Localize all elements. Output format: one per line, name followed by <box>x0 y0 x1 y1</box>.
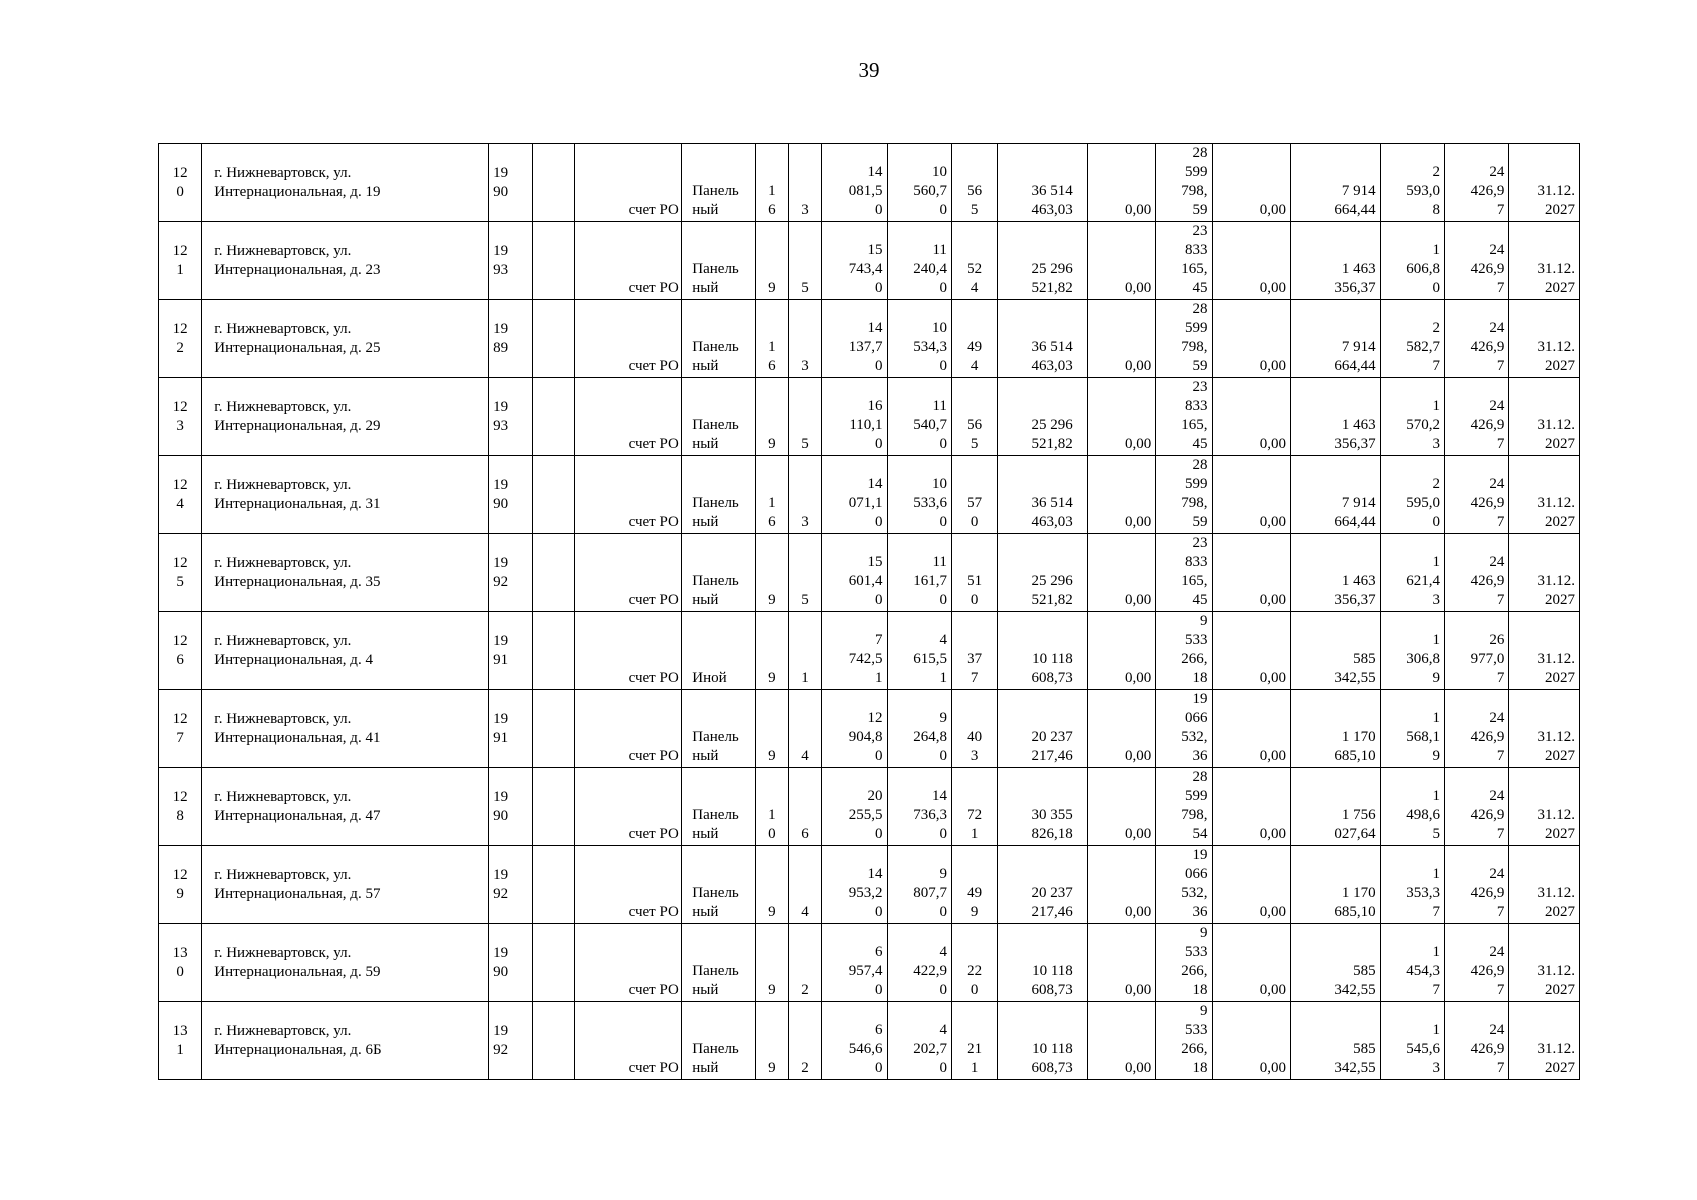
cell-cost-col2: 0,00 <box>1087 222 1155 300</box>
cell-year: 19 90 <box>489 924 533 1002</box>
cell-material: Панель ный <box>682 846 755 924</box>
cell-area-total: 20 255,5 0 <box>822 768 887 846</box>
cell-address: г. Нижневартовск, ул. Интернациональная, д. 41 <box>202 690 489 768</box>
cell-cost-col5: 1 170 685,10 <box>1291 690 1381 768</box>
cell-cost-col5: 585 342,55 <box>1291 1002 1381 1080</box>
cell-unit-cost: 1 568,1 9 <box>1380 690 1444 768</box>
cell-area-living: 4 615,5 1 <box>887 612 951 690</box>
cell-deadline: 31.12. 2027 <box>1509 690 1580 768</box>
table-row <box>159 534 1580 612</box>
cell-row-number: 13 1 <box>159 1002 202 1080</box>
cell-deadline: 31.12. 2027 <box>1509 1002 1580 1080</box>
cell-entrances: 6 <box>788 768 821 846</box>
cell-unit-cost: 2 593,0 8 <box>1380 144 1444 222</box>
cell-address: г. Нижневартовск, ул. Интернациональная, д. 25 <box>202 300 489 378</box>
cell-cost-col2: 0,00 <box>1087 300 1155 378</box>
cell-cost-col4: 0,00 <box>1212 456 1290 534</box>
cell-cost-col2: 0,00 <box>1087 768 1155 846</box>
table-row <box>159 690 1580 768</box>
cell-fund: счет РО <box>574 924 682 1002</box>
cell-area-living: 10 560,7 0 <box>887 144 951 222</box>
cell-row-number: 13 0 <box>159 924 202 1002</box>
cell-deadline: 31.12. 2027 <box>1509 768 1580 846</box>
cell-cost-col2: 0,00 <box>1087 378 1155 456</box>
cell-blank <box>533 456 574 534</box>
cell-address: г. Нижневартовск, ул. Интернациональная, д. 35 <box>202 534 489 612</box>
cell-deadline: 31.12. 2027 <box>1509 144 1580 222</box>
cell-floors: 1 6 <box>755 456 788 534</box>
cell-max-cost: 24 426,9 7 <box>1445 846 1509 924</box>
cell-floors: 9 <box>755 378 788 456</box>
cell-area-total: 6 957,4 0 <box>822 924 887 1002</box>
cell-year: 19 90 <box>489 456 533 534</box>
cell-cost-col4: 0,00 <box>1212 612 1290 690</box>
cell-material: Панель ный <box>682 768 755 846</box>
cell-material: Панель ный <box>682 378 755 456</box>
cell-cost-total: 10 118 608,73 <box>998 1002 1088 1080</box>
table-row <box>159 1002 1580 1080</box>
cell-cost-col3: 28 599 798, 59 <box>1156 144 1212 222</box>
cell-cost-total: 20 237 217,46 <box>998 690 1088 768</box>
cell-cost-col2: 0,00 <box>1087 846 1155 924</box>
cell-year: 19 91 <box>489 612 533 690</box>
cell-residents: 22 0 <box>951 924 997 1002</box>
cell-floors: 1 6 <box>755 144 788 222</box>
cell-cost-total: 10 118 608,73 <box>998 924 1088 1002</box>
cell-blank <box>533 612 574 690</box>
cell-residents: 21 1 <box>951 1002 997 1080</box>
cell-area-living: 4 202,7 0 <box>887 1002 951 1080</box>
cell-entrances: 1 <box>788 612 821 690</box>
cell-cost-total: 25 296 521,82 <box>998 534 1088 612</box>
cell-material: Панель ный <box>682 924 755 1002</box>
cell-area-total: 14 071,1 0 <box>822 456 887 534</box>
cell-entrances: 5 <box>788 534 821 612</box>
table-body <box>159 144 1580 1080</box>
cell-fund: счет РО <box>574 768 682 846</box>
cell-area-living: 11 161,7 0 <box>887 534 951 612</box>
cell-unit-cost: 1 545,6 3 <box>1380 1002 1444 1080</box>
cell-blank <box>533 222 574 300</box>
cell-fund: счет РО <box>574 846 682 924</box>
cell-floors: 9 <box>755 1002 788 1080</box>
cell-material: Панель ный <box>682 456 755 534</box>
cell-material: Панель ный <box>682 1002 755 1080</box>
cell-address: г. Нижневартовск, ул. Интернациональная, д. 47 <box>202 768 489 846</box>
cell-cost-col4: 0,00 <box>1212 924 1290 1002</box>
cell-address: г. Нижневартовск, ул. Интернациональная, д. 31 <box>202 456 489 534</box>
table-row <box>159 768 1580 846</box>
cell-blank <box>533 144 574 222</box>
cell-cost-col2: 0,00 <box>1087 144 1155 222</box>
cell-max-cost: 24 426,9 7 <box>1445 1002 1509 1080</box>
cell-cost-col3: 9 533 266, 18 <box>1156 1002 1212 1080</box>
cell-residents: 57 0 <box>951 456 997 534</box>
cell-material: Панель ный <box>682 222 755 300</box>
cell-row-number: 12 1 <box>159 222 202 300</box>
cell-floors: 1 6 <box>755 300 788 378</box>
cell-floors: 9 <box>755 612 788 690</box>
cell-fund: счет РО <box>574 144 682 222</box>
cell-area-total: 14 081,5 0 <box>822 144 887 222</box>
cell-deadline: 31.12. 2027 <box>1509 534 1580 612</box>
page-number: 39 <box>858 58 880 82</box>
cell-cost-total: 20 237 217,46 <box>998 846 1088 924</box>
cell-blank <box>533 300 574 378</box>
cell-cost-col2: 0,00 <box>1087 924 1155 1002</box>
cell-residents: 56 5 <box>951 144 997 222</box>
cell-area-living: 10 533,6 0 <box>887 456 951 534</box>
cell-address: г. Нижневартовск, ул. Интернациональная, д. 6Б <box>202 1002 489 1080</box>
cell-year: 19 92 <box>489 1002 533 1080</box>
cell-entrances: 2 <box>788 1002 821 1080</box>
cell-cost-col4: 0,00 <box>1212 378 1290 456</box>
cell-cost-col5: 1 463 356,37 <box>1291 222 1381 300</box>
cell-fund: счет РО <box>574 534 682 612</box>
cell-row-number: 12 8 <box>159 768 202 846</box>
cell-address: г. Нижневартовск, ул. Интернациональная, д. 59 <box>202 924 489 1002</box>
cell-year: 19 93 <box>489 378 533 456</box>
cell-cost-total: 36 514 463,03 <box>998 144 1088 222</box>
cell-floors: 9 <box>755 846 788 924</box>
cell-entrances: 3 <box>788 300 821 378</box>
cell-area-living: 14 736,3 0 <box>887 768 951 846</box>
cell-entrances: 3 <box>788 456 821 534</box>
cell-area-total: 15 743,4 0 <box>822 222 887 300</box>
cell-cost-total: 36 514 463,03 <box>998 300 1088 378</box>
table-row <box>159 300 1580 378</box>
cell-material: Иной <box>682 612 755 690</box>
cell-cost-col5: 1 463 356,37 <box>1291 534 1381 612</box>
cell-blank <box>533 1002 574 1080</box>
cell-max-cost: 24 426,9 7 <box>1445 768 1509 846</box>
cell-material: Панель ный <box>682 300 755 378</box>
cell-area-living: 9 807,7 0 <box>887 846 951 924</box>
cell-cost-col2: 0,00 <box>1087 456 1155 534</box>
cell-cost-col5: 1 170 685,10 <box>1291 846 1381 924</box>
cell-deadline: 31.12. 2027 <box>1509 378 1580 456</box>
cell-floors: 1 0 <box>755 768 788 846</box>
cell-cost-total: 36 514 463,03 <box>998 456 1088 534</box>
cell-blank <box>533 378 574 456</box>
cell-fund: счет РО <box>574 378 682 456</box>
cell-cost-col5: 1 756 027,64 <box>1291 768 1381 846</box>
cell-cost-col4: 0,00 <box>1212 846 1290 924</box>
cell-max-cost: 24 426,9 7 <box>1445 144 1509 222</box>
cell-blank <box>533 924 574 1002</box>
cell-cost-col3: 28 599 798, 54 <box>1156 768 1212 846</box>
cell-max-cost: 24 426,9 7 <box>1445 690 1509 768</box>
cell-unit-cost: 2 582,7 7 <box>1380 300 1444 378</box>
cell-fund: счет РО <box>574 1002 682 1080</box>
cell-max-cost: 26 977,0 7 <box>1445 612 1509 690</box>
cell-unit-cost: 2 595,0 0 <box>1380 456 1444 534</box>
cell-area-living: 10 534,3 0 <box>887 300 951 378</box>
table-row <box>159 924 1580 1002</box>
table-row <box>159 222 1580 300</box>
cell-cost-col3: 23 833 165, 45 <box>1156 378 1212 456</box>
cell-cost-col2: 0,00 <box>1087 1002 1155 1080</box>
cell-year: 19 91 <box>489 690 533 768</box>
cell-deadline: 31.12. 2027 <box>1509 222 1580 300</box>
cell-residents: 51 0 <box>951 534 997 612</box>
cell-blank <box>533 768 574 846</box>
cell-row-number: 12 3 <box>159 378 202 456</box>
table-row <box>159 144 1580 222</box>
cell-cost-col4: 0,00 <box>1212 1002 1290 1080</box>
cell-max-cost: 24 426,9 7 <box>1445 378 1509 456</box>
cell-unit-cost: 1 353,3 7 <box>1380 846 1444 924</box>
cell-area-living: 4 422,9 0 <box>887 924 951 1002</box>
cell-year: 19 89 <box>489 300 533 378</box>
cell-floors: 9 <box>755 222 788 300</box>
cell-blank <box>533 534 574 612</box>
cell-material: Панель ный <box>682 690 755 768</box>
cell-entrances: 4 <box>788 846 821 924</box>
cell-year: 19 92 <box>489 846 533 924</box>
table-row <box>159 846 1580 924</box>
table-row <box>159 456 1580 534</box>
cell-deadline: 31.12. 2027 <box>1509 846 1580 924</box>
cell-address: г. Нижневартовск, ул. Интернациональная, д. 23 <box>202 222 489 300</box>
cell-cost-col3: 23 833 165, 45 <box>1156 534 1212 612</box>
cell-residents: 49 4 <box>951 300 997 378</box>
cell-entrances: 3 <box>788 144 821 222</box>
cell-year: 19 93 <box>489 222 533 300</box>
cell-blank <box>533 846 574 924</box>
cell-row-number: 12 4 <box>159 456 202 534</box>
cell-address: г. Нижневартовск, ул. Интернациональная, д. 29 <box>202 378 489 456</box>
cell-row-number: 12 5 <box>159 534 202 612</box>
cell-entrances: 5 <box>788 222 821 300</box>
cell-max-cost: 24 426,9 7 <box>1445 924 1509 1002</box>
cell-row-number: 12 2 <box>159 300 202 378</box>
cell-cost-col5: 585 342,55 <box>1291 924 1381 1002</box>
cell-residents: 49 9 <box>951 846 997 924</box>
cell-cost-col2: 0,00 <box>1087 534 1155 612</box>
cell-entrances: 5 <box>788 378 821 456</box>
cell-residents: 52 4 <box>951 222 997 300</box>
cell-residents: 40 3 <box>951 690 997 768</box>
cell-cost-col4: 0,00 <box>1212 222 1290 300</box>
cell-row-number: 12 9 <box>159 846 202 924</box>
cell-area-total: 7 742,5 1 <box>822 612 887 690</box>
cell-cost-col4: 0,00 <box>1212 534 1290 612</box>
cell-year: 19 90 <box>489 144 533 222</box>
cell-cost-col3: 28 599 798, 59 <box>1156 300 1212 378</box>
cell-area-total: 16 110,1 0 <box>822 378 887 456</box>
cell-residents: 72 1 <box>951 768 997 846</box>
cell-entrances: 4 <box>788 690 821 768</box>
cell-fund: счет РО <box>574 300 682 378</box>
cell-row-number: 12 6 <box>159 612 202 690</box>
cell-row-number: 12 7 <box>159 690 202 768</box>
cell-area-total: 6 546,6 0 <box>822 1002 887 1080</box>
cell-deadline: 31.12. 2027 <box>1509 924 1580 1002</box>
cell-fund: счет РО <box>574 456 682 534</box>
cell-unit-cost: 1 454,3 7 <box>1380 924 1444 1002</box>
cell-residents: 37 7 <box>951 612 997 690</box>
cell-cost-col4: 0,00 <box>1212 144 1290 222</box>
cell-cost-total: 25 296 521,82 <box>998 222 1088 300</box>
cell-cost-col3: 19 066 532, 36 <box>1156 690 1212 768</box>
cell-cost-col3: 9 533 266, 18 <box>1156 612 1212 690</box>
table-row <box>159 612 1580 690</box>
housing-register-table <box>158 143 1580 1080</box>
cell-unit-cost: 1 498,6 5 <box>1380 768 1444 846</box>
cell-cost-col4: 0,00 <box>1212 768 1290 846</box>
cell-entrances: 2 <box>788 924 821 1002</box>
table-row <box>159 378 1580 456</box>
cell-fund: счет РО <box>574 690 682 768</box>
cell-year: 19 92 <box>489 534 533 612</box>
cell-row-number: 12 0 <box>159 144 202 222</box>
cell-area-living: 9 264,8 0 <box>887 690 951 768</box>
cell-cost-col4: 0,00 <box>1212 300 1290 378</box>
cell-area-total: 12 904,8 0 <box>822 690 887 768</box>
cell-cost-col2: 0,00 <box>1087 612 1155 690</box>
cell-unit-cost: 1 621,4 3 <box>1380 534 1444 612</box>
cell-cost-col3: 28 599 798, 59 <box>1156 456 1212 534</box>
cell-area-living: 11 240,4 0 <box>887 222 951 300</box>
cell-cost-col5: 7 914 664,44 <box>1291 456 1381 534</box>
cell-area-living: 11 540,7 0 <box>887 378 951 456</box>
cell-max-cost: 24 426,9 7 <box>1445 222 1509 300</box>
cell-address: г. Нижневартовск, ул. Интернациональная, д. 57 <box>202 846 489 924</box>
cell-unit-cost: 1 570,2 3 <box>1380 378 1444 456</box>
cell-unit-cost: 1 606,8 0 <box>1380 222 1444 300</box>
cell-cost-col3: 19 066 532, 36 <box>1156 846 1212 924</box>
cell-max-cost: 24 426,9 7 <box>1445 300 1509 378</box>
cell-fund: счет РО <box>574 612 682 690</box>
cell-material: Панель ный <box>682 144 755 222</box>
cell-deadline: 31.12. 2027 <box>1509 456 1580 534</box>
cell-cost-col5: 7 914 664,44 <box>1291 144 1381 222</box>
cell-max-cost: 24 426,9 7 <box>1445 456 1509 534</box>
cell-unit-cost: 1 306,8 9 <box>1380 612 1444 690</box>
cell-cost-col3: 9 533 266, 18 <box>1156 924 1212 1002</box>
cell-fund: счет РО <box>574 222 682 300</box>
cell-cost-col5: 585 342,55 <box>1291 612 1381 690</box>
cell-residents: 56 5 <box>951 378 997 456</box>
cell-area-total: 14 137,7 0 <box>822 300 887 378</box>
cell-floors: 9 <box>755 690 788 768</box>
cell-cost-col3: 23 833 165, 45 <box>1156 222 1212 300</box>
cell-year: 19 90 <box>489 768 533 846</box>
cell-deadline: 31.12. 2027 <box>1509 612 1580 690</box>
cell-cost-total: 10 118 608,73 <box>998 612 1088 690</box>
cell-floors: 9 <box>755 534 788 612</box>
cell-cost-col4: 0,00 <box>1212 690 1290 768</box>
cell-area-total: 14 953,2 0 <box>822 846 887 924</box>
cell-max-cost: 24 426,9 7 <box>1445 534 1509 612</box>
cell-cost-col2: 0,00 <box>1087 690 1155 768</box>
cell-cost-total: 25 296 521,82 <box>998 378 1088 456</box>
cell-area-total: 15 601,4 0 <box>822 534 887 612</box>
cell-material: Панель ный <box>682 534 755 612</box>
cell-floors: 9 <box>755 924 788 1002</box>
cell-cost-col5: 7 914 664,44 <box>1291 300 1381 378</box>
cell-address: г. Нижневартовск, ул. Интернациональная, д. 19 <box>202 144 489 222</box>
cell-cost-total: 30 355 826,18 <box>998 768 1088 846</box>
cell-blank <box>533 690 574 768</box>
cell-address: г. Нижневартовск, ул. Интернациональная, д. 4 <box>202 612 489 690</box>
cell-deadline: 31.12. 2027 <box>1509 300 1580 378</box>
cell-cost-col5: 1 463 356,37 <box>1291 378 1381 456</box>
